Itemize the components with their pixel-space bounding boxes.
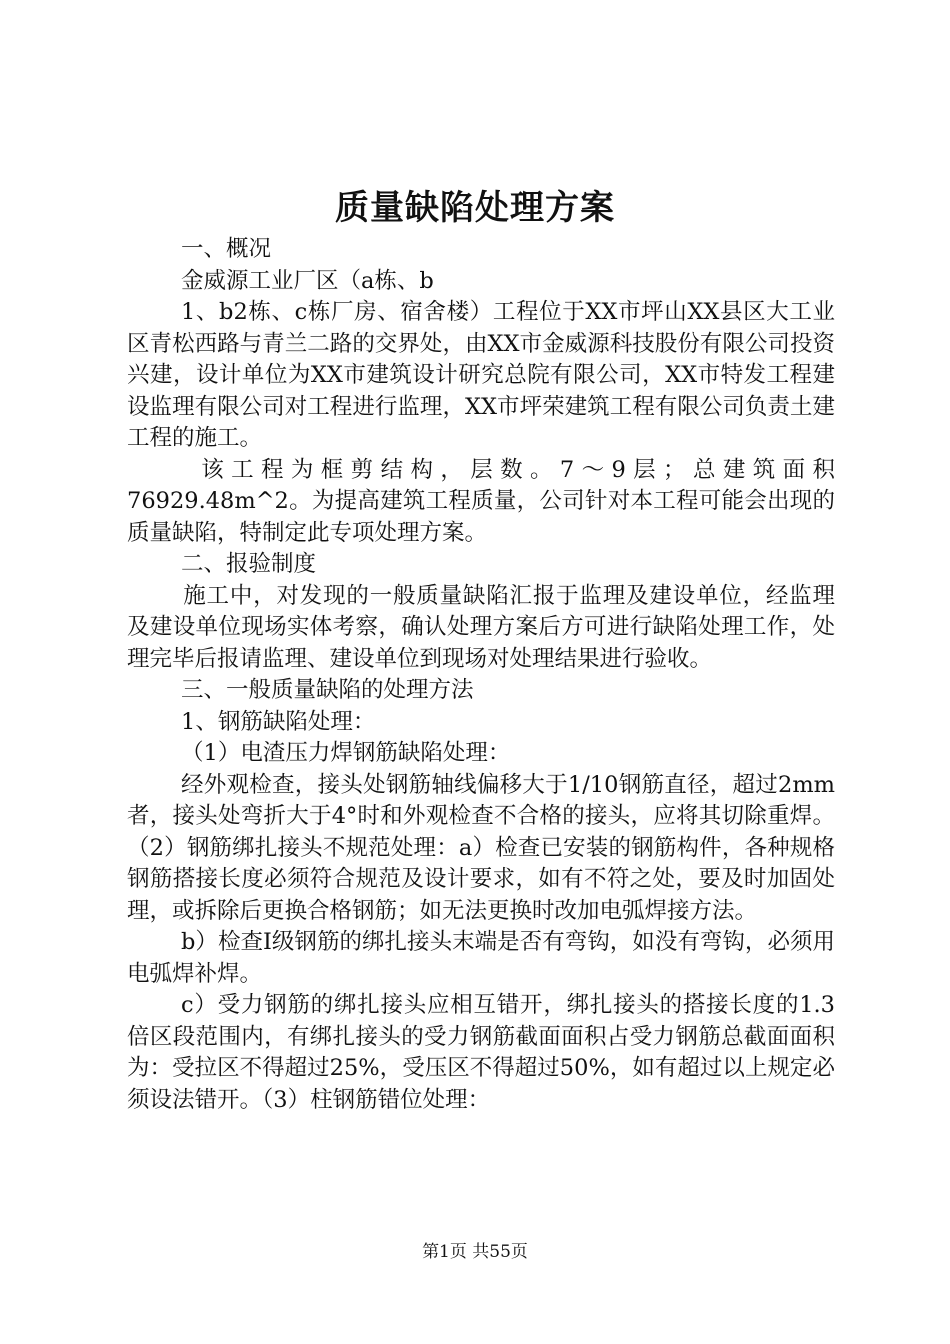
paragraph: c）受力钢筋的绑扎接头应相互错开，绑扎接头的搭接长度的1.3倍区段范围内，有绑扎接头的受力钢筋截面面积占受力钢筋总截面面积为：受拉区不得超过25%，受压区不得超过50%，如有超过以上规定必须设法错开。（3）柱钢筋错位处理： — [127, 992, 835, 1113]
section-heading-overview: 一、概况 — [181, 236, 272, 262]
paragraph: 施工中，对发现的一般质量缺陷汇报于监理及建设单位，经监理及建设单位现场实体考察，确认处理方案后方可进行缺陷处理工作，处理完毕后报请监理、建设单位到现场对处理结果进行验收。 — [127, 582, 835, 672]
subheading: （1）电渣压力焊钢筋缺陷处理： — [181, 740, 511, 766]
paragraph: 1、b2栋、c栋厂房、宿舍楼）工程位于XX市坪山XX县区大工业区青松西路与青兰二路的交界处，由XX市金威源科技股份有限公司投资兴建，设计单位为XX市建筑设计研究总院有限公司，XX市特发工程建设监理有限公司对工程进行监理，XX市坪荣建筑工程有限公司负责土建工程的施工。 — [127, 299, 835, 451]
document-body — [127, 234, 835, 1116]
page-number: 第1页 共55页 — [422, 1242, 528, 1262]
paragraph: 经外观检查，接头处钢筋轴线偏移大于1/10钢筋直径，超过2mm者，接头处弯折大于4°时和外观检查不合格的接头，应将其切除重焊。（2）钢筋绑扎接头不规范处理：a）检查已安装的钢筋构件，各种规格钢筋搭接长度必须符合规范及设计要求，如有不符之处，要及时加固处理，或拆除后更换合格钢筋；如无法更换时改加电弧焊接方法。 — [127, 771, 835, 924]
paragraph: 金威源工业厂区（a栋、b — [181, 267, 434, 294]
section-heading-inspection: 二、报验制度 — [181, 551, 317, 577]
paragraph: 该工程为框剪结构，层数。7～9层；总建筑面积76929.48m^2。为提高建筑工程质量，公司针对本工程可能会出现的质量缺陷，特制定此专项处理方案。 — [127, 456, 835, 546]
document-title: 质量缺陷处理方案 — [335, 188, 615, 228]
subheading: 1、钢筋缺陷处理： — [181, 708, 376, 735]
paragraph: b）检查Ⅰ级钢筋的绑扎接头末端是否有弯钩，如没有弯钩，必须用电弧焊补焊。 — [127, 929, 835, 987]
section-heading-methods: 三、一般质量缺陷的处理方法 — [181, 677, 474, 703]
